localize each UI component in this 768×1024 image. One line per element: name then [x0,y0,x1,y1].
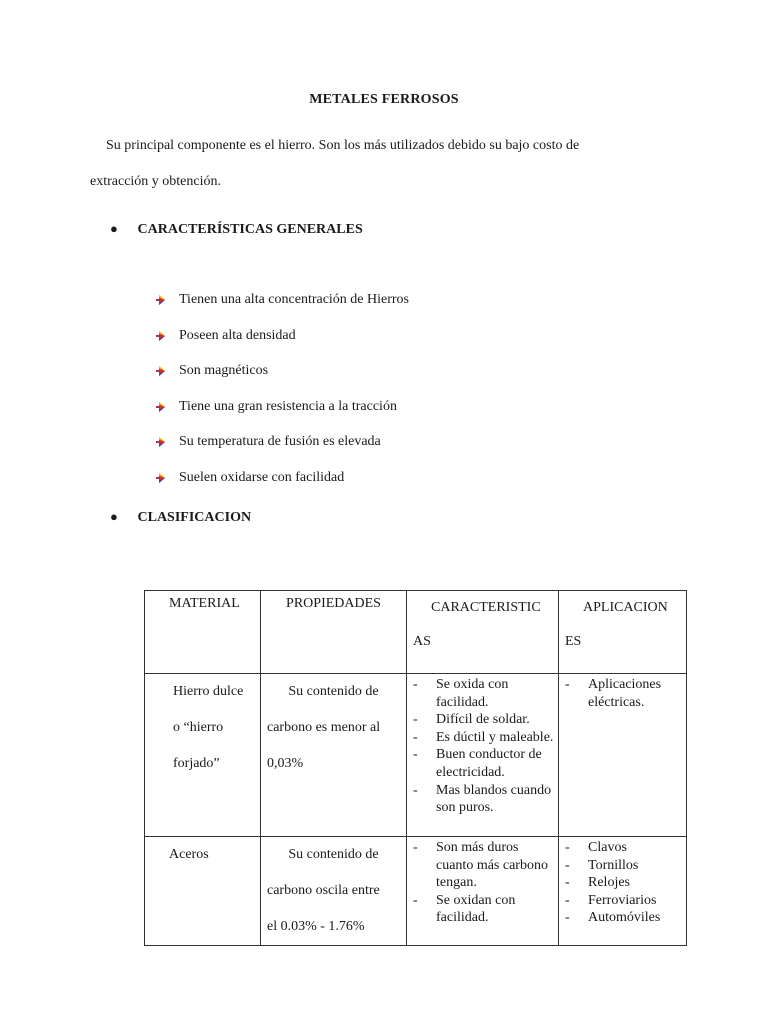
table-row [145,674,687,837]
propiedades-text [261,674,406,782]
dash-list [407,837,558,927]
arrow-bullet-icon [155,328,179,344]
cell-caracteristicas [407,674,559,837]
dash-list [559,837,686,927]
cell-propiedades [261,837,407,946]
header-label-line: APLICACION [583,600,668,615]
cell-aplicaciones [559,837,687,946]
text-line: carbono oscila entre [267,883,380,898]
cell-material [145,837,261,946]
header-label: PROPIEDADES [286,596,381,611]
header-label-line: AS [413,634,431,649]
list-item-text: Suelen oxidarse con facilidad [179,469,345,485]
list-item-text: Su temperatura de fusión es elevada [179,434,381,450]
arrow-bullet-icon [155,434,179,450]
header-label-line: CARACTERISTIC [431,600,541,615]
text-line: o “hierro [173,720,224,735]
section-heading-label: CLASIFICACION [137,510,252,525]
list-item [155,363,409,399]
material-text [145,674,260,782]
list-item-text: Son magnéticos [179,363,269,379]
cell-material [145,674,261,837]
section-heading-label: CARACTERÍSTICAS GENERALES [137,222,363,237]
list-item: - Ferroviarios [559,892,686,910]
header-label [559,591,686,659]
classification-table [144,590,687,946]
list-item: - Tornillos [559,857,686,875]
text-line: forjado” [173,756,220,771]
cell-propiedades [261,674,407,837]
propiedades-text [261,837,406,945]
arrow-bullet-icon [155,292,179,308]
header-cell-material [145,591,261,674]
cell-caracteristicas [407,837,559,946]
section-heading-caracteristicas [110,221,363,238]
header-cell-aplicaciones [559,591,687,674]
list-item [155,434,409,470]
list-item: - Relojes [559,874,686,892]
list-item: - Se oxida con facilidad. [407,676,558,711]
list-item [155,399,409,435]
list-item: - Mas blandos cuando son puros. [407,782,558,817]
bullet-icon: ● [110,509,118,524]
material-text [145,837,260,873]
list-item: - Clavos [559,839,686,857]
list-item [155,328,409,364]
list-item-text: Tienen una alta concentración de Hierros [179,292,410,307]
text-line: Aceros [169,847,209,862]
text-line: Su contenido de [288,847,379,862]
header-label-line: ES [565,634,582,649]
list-item: - Son más duros cuanto más carbono tengan. [407,839,558,892]
text-line: carbono es menor al [267,720,381,735]
header-label [407,591,558,659]
header-cell-caracteristicas [407,591,559,674]
list-item: - Aplicaciones eléctricas. [559,676,686,711]
text-line: Su contenido de [288,684,379,699]
arrow-bullet-icon [155,399,179,415]
cell-aplicaciones [559,674,687,837]
list-item [155,292,409,328]
characteristics-list [155,292,409,506]
arrow-bullet-icon [155,470,179,486]
list-item: - Es dúctil y maleable. [407,729,558,747]
header-cell-propiedades [261,591,407,674]
header-label: MATERIAL [169,596,240,611]
text-line: 0,03% [267,756,304,771]
table-row [145,837,687,946]
table-header-row [145,591,687,674]
list-item-text: Tiene una gran resistencia a la tracción [179,398,397,414]
dash-list [407,674,558,817]
list-item: - Se oxidan con facilidad. [407,892,558,927]
dash-list [559,674,686,711]
document-title: METALES FERROSOS [309,92,459,107]
intro-paragraph-line-2: extracción y obtención. [90,174,222,189]
list-item [155,470,409,506]
intro-paragraph-line-1: Su principal componente es el hierro. Son los más utilizados debido su bajo costo de [106,138,580,153]
list-item: - Difícil de soldar. [407,711,558,729]
text-line: el 0.03% - 1.76% [267,919,365,934]
list-item: - Automóviles [559,909,686,927]
bullet-icon: ● [110,221,118,236]
text-line: Hierro dulce [173,684,244,699]
section-heading-clasificacion [110,509,251,526]
list-item: - Buen conductor de electricidad. [407,746,558,781]
list-item-text: Poseen alta densidad [179,327,296,343]
arrow-bullet-icon [155,363,179,379]
